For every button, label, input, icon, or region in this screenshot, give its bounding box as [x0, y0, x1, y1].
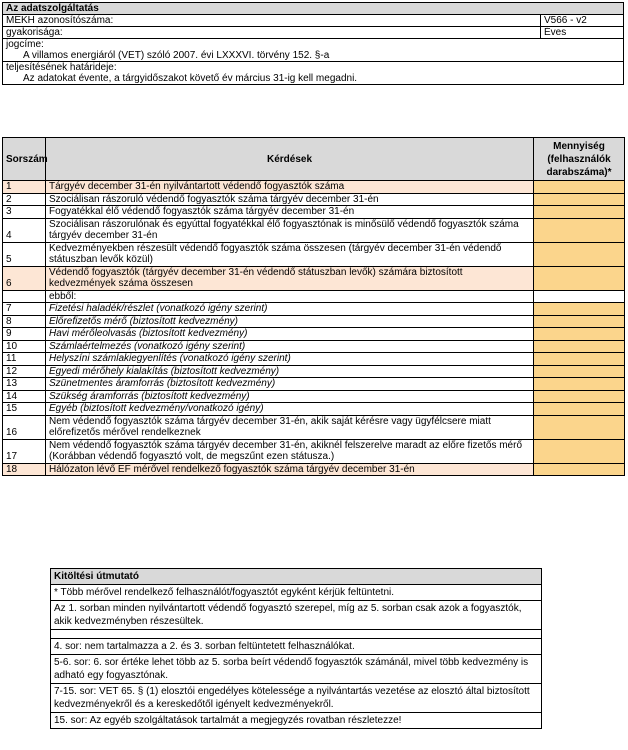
row-number: 17: [3, 439, 46, 463]
row-number: 6: [3, 266, 46, 290]
quantity-input-cell[interactable]: [534, 193, 625, 206]
table-row: [3, 340, 625, 353]
mekh-id-value: V566 - v2: [541, 15, 624, 27]
table-row: [3, 242, 625, 266]
table-row: [3, 290, 625, 303]
legal-basis-value: A villamos energiáról (VET) szóló 2007. évi LXXXVI. törvény 152. §-a: [3, 50, 624, 62]
row-question: Hálózaton lévő EF mérővel rendelkező fogyasztók száma tárgyév december 31-én: [46, 463, 534, 476]
row-number: 5: [3, 242, 46, 266]
mekh-id-label: MEKH azonosítószáma:: [3, 15, 541, 27]
col-header-number: Sorszám: [3, 138, 46, 181]
quantity-input-cell[interactable]: [534, 353, 625, 366]
row-number: 16: [3, 415, 46, 439]
instructions-box: [50, 568, 542, 729]
quantity-input-cell[interactable]: [534, 378, 625, 391]
row-number: 4: [3, 218, 46, 242]
table-row: [3, 390, 625, 403]
instruction-spacer: [51, 630, 542, 639]
table-row: [3, 328, 625, 341]
table-row: [3, 463, 625, 476]
row-question: Védendő fogyasztók (tárgyév december 31-én védendő státuszban levők) számára biztosított kedvezmények száma összesen: [46, 266, 534, 290]
questions-table: [2, 137, 625, 476]
col-header-questions: Kérdések: [46, 138, 534, 181]
quantity-input-cell[interactable]: [534, 181, 625, 194]
quantity-input-cell: [534, 290, 625, 303]
table-row: [3, 378, 625, 391]
row-number: [3, 290, 46, 303]
quantity-input-cell[interactable]: [534, 390, 625, 403]
quantity-input-cell[interactable]: [534, 439, 625, 463]
instructions-title: Kitöltési útmutató: [51, 569, 542, 585]
table-row: [3, 403, 625, 416]
row-question: Számlaértelmezés (vonatkozó igény szerint): [46, 340, 534, 353]
quantity-input-cell[interactable]: [534, 266, 625, 290]
table-row: [3, 193, 625, 206]
row-question: Előrefizetős mérő (biztosított kedvezmény): [46, 315, 534, 328]
table-row: [3, 206, 625, 219]
frequency-value: Éves: [541, 27, 624, 39]
quantity-input-cell[interactable]: [534, 365, 625, 378]
row-question: Kedvezményekben részesült védendő fogyasztók száma összesen (tárgyév december 31-én védendő státuszban levők közül): [46, 242, 534, 266]
quantity-input-cell[interactable]: [534, 206, 625, 219]
row-question: Egyéb (biztosított kedvezmény/vonatkozó igény): [46, 403, 534, 416]
header-title: Az adatszolgáltatás: [3, 3, 624, 15]
row-question: Nem védendő fogyasztók száma tárgyév december 31-én, akiknél felszerelve maradt az előre fizetős mérő (Korábban védendő fogyasztó volt, de megszűnt ezen státusza.): [46, 439, 534, 463]
instruction-item: 5-6. sor: 6. sor értéke lehet több az 5. sorba beírt védendő fogyasztók számánál, mivel több kedvezmény is adható egy fogyasztónak.: [51, 655, 542, 684]
row-question: Havi mérőleolvasás (biztosított kedvezmény): [46, 328, 534, 341]
deadline-value: Az adatokat évente, a tárgyidőszakot követő év március 31-ig kell megadni.: [23, 73, 358, 84]
instruction-item: Az 1. sorban minden nyilvántartott védendő fogyasztó szerepel, míg az 5. sorban csak azok a fogyasztók, akik kedvezményben részesültek.: [51, 601, 542, 630]
row-number: 14: [3, 390, 46, 403]
deadline-label: teljesítésének határideje:: [6, 62, 117, 73]
row-number: 10: [3, 340, 46, 353]
row-question: Egyedi mérőhely kialakítás (biztosított kedvezmény): [46, 365, 534, 378]
row-question: Szociálisan rászoruló védendő fogyasztók száma tárgyév december 31-én: [46, 193, 534, 206]
row-question: Nem védendő fogyasztók száma tárgyév december 31-én, akik saját kérésre vagy ügyfélcsere miatt előrefizetős mérővel rendelkeznek: [46, 415, 534, 439]
row-question: ebből:: [46, 290, 534, 303]
frequency-label: gyakorisága:: [3, 27, 541, 39]
row-number: 7: [3, 303, 46, 316]
table-row: [3, 415, 625, 439]
row-question: Fizetési haladék/részlet (vonatkozó igény szerint): [46, 303, 534, 316]
row-question: Tárgyév december 31-én nyilvántartott védendő fogyasztók száma: [46, 181, 534, 194]
legal-basis-label: jogcíme:: [6, 39, 44, 50]
row-number: 11: [3, 353, 46, 366]
table-row: [3, 365, 625, 378]
instruction-item: 7-15. sor: VET 65. § (1) elosztói engedélyes kötelessége a nyilvántartás vezetése az elosztó által biztosított kedvezményekről és a kereskedőtől igényelt kedvezményekről.: [51, 684, 542, 713]
table-row: [3, 218, 625, 242]
instruction-item: 15. sor: Az egyéb szolgáltatások tartalmát a megjegyzés rovatban részletezze!: [51, 713, 542, 729]
quantity-input-cell[interactable]: [534, 463, 625, 476]
quantity-input-cell[interactable]: [534, 242, 625, 266]
col-header-quantity: Mennyiség (felhasználók darabszáma)*: [534, 138, 625, 181]
quantity-input-cell[interactable]: [534, 218, 625, 242]
row-number: 18: [3, 463, 46, 476]
quantity-input-cell[interactable]: [534, 403, 625, 416]
row-question: Helyszíni számlakiegyenlítés (vonatkozó igény szerint): [46, 353, 534, 366]
row-number: 3: [3, 206, 46, 219]
quantity-input-cell[interactable]: [534, 328, 625, 341]
row-number: 8: [3, 315, 46, 328]
quantity-input-cell[interactable]: [534, 415, 625, 439]
row-number: 9: [3, 328, 46, 341]
instruction-item: 4. sor: nem tartalmazza a 2. és 3. sorban feltüntetett felhasználókat.: [51, 639, 542, 655]
quantity-input-cell[interactable]: [534, 315, 625, 328]
data-service-header: [2, 2, 624, 85]
table-row: [3, 315, 625, 328]
table-row: [3, 181, 625, 194]
row-question: Fogyatékkal élő védendő fogyasztók száma tárgyév december 31-én: [46, 206, 534, 219]
row-number: 15: [3, 403, 46, 416]
table-row: [3, 353, 625, 366]
quantity-input-cell[interactable]: [534, 340, 625, 353]
row-number: 2: [3, 193, 46, 206]
table-row: [3, 303, 625, 316]
row-number: 12: [3, 365, 46, 378]
table-row: [3, 266, 625, 290]
row-number: 13: [3, 378, 46, 391]
row-question: Szociálisan rászorulónak és egyúttal fogyatékkal élő fogyasztónak is minősülő védendő fogyasztók száma tárgyév december 31-én: [46, 218, 534, 242]
row-question: Szükség áramforrás (biztosított kedvezmény): [46, 390, 534, 403]
quantity-input-cell[interactable]: [534, 303, 625, 316]
instruction-item: * Több mérővel rendelkező felhasználót/fogyasztót egyként kérjük feltüntetni.: [51, 585, 542, 601]
row-question: Szünetmentes áramforrás (biztosított kedvezmény): [46, 378, 534, 391]
row-number: 1: [3, 181, 46, 194]
table-row: [3, 439, 625, 463]
